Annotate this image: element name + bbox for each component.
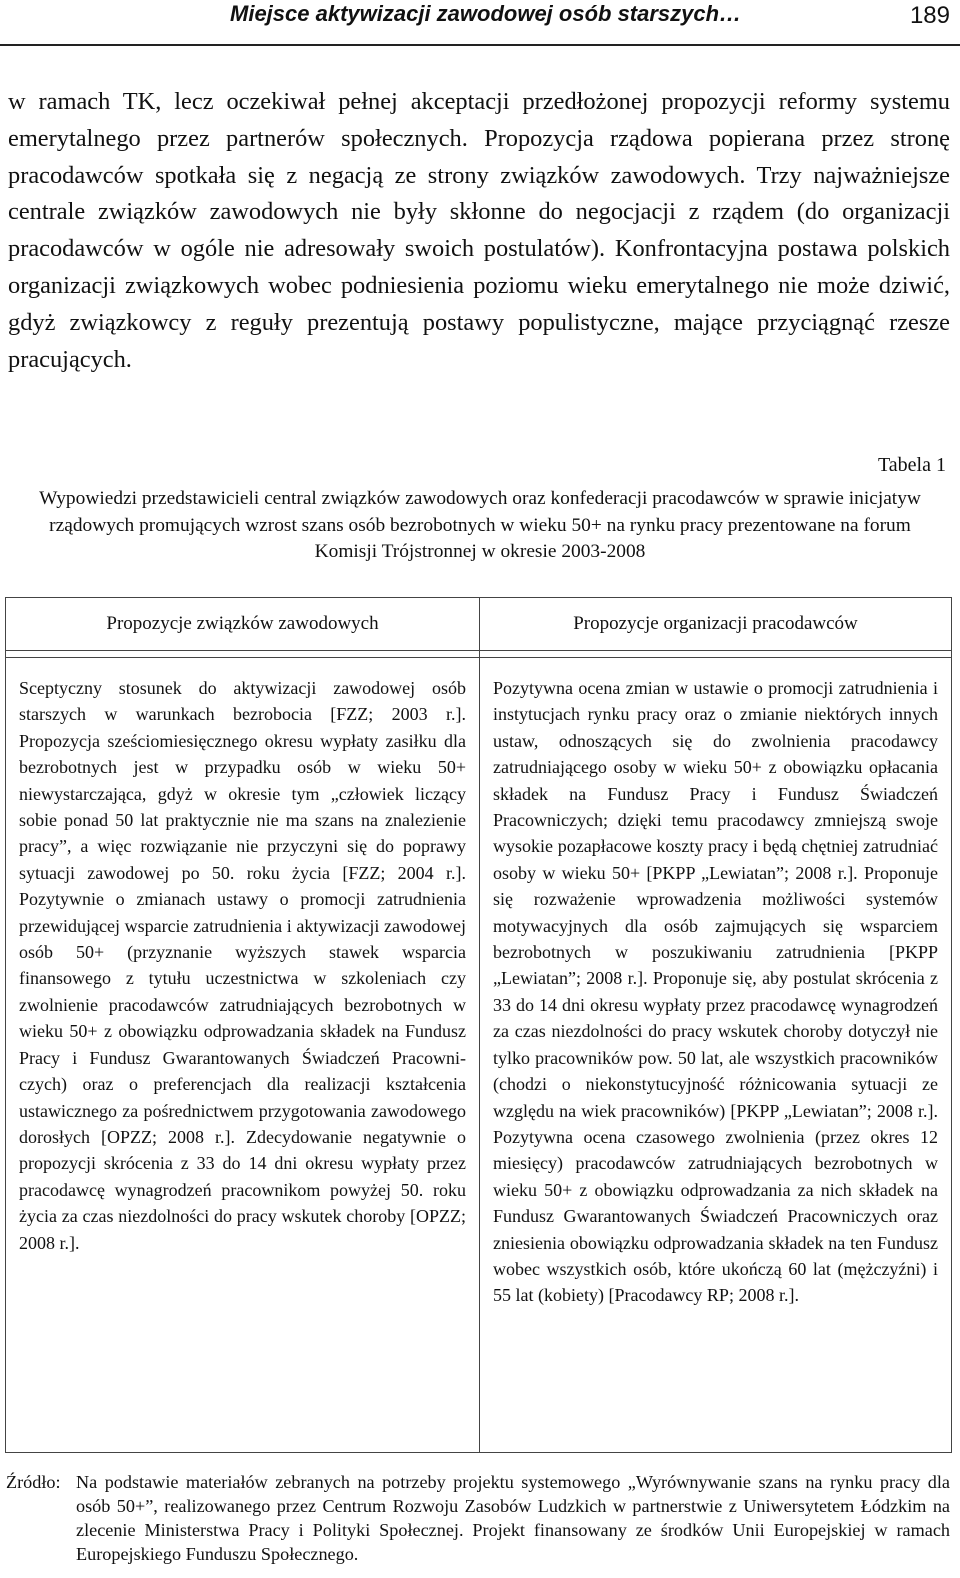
table-label: Tabela 1 (877, 454, 946, 476)
spacer-cell (6, 651, 480, 658)
table-spacer-row (6, 651, 952, 658)
header-trade-unions: Propozycje związków zawodowych (6, 598, 480, 651)
header-employers: Propozycje organizacji pracodawców (480, 598, 952, 651)
table-row (6, 658, 952, 1453)
running-title: Miejsce aktywizacji zawodowej osób starszych… (230, 1, 742, 26)
trade-unions-cell (6, 658, 480, 1453)
table-caption: Wypowiedzi przedstawicieli central związków zawodowych oraz konfederacji pracodawców w sprawie inicjatyw rządowych promujących wzrost szans osób bezrobotnych w wieku 50+ na rynku pracy prezentowane na forum Komisji Trójstronnej w okresie 2003-2008 (39, 488, 921, 563)
body-paragraph: w ramach TK, lecz oczekiwał pełnej akceptacji przedłożonej propozycji reformy systemu emerytalnego przez partnerów społecznych. Propozycja rządowa popierana przez stronę pracodawców spotkała się z negacją ze strony związków zawodowych. Trzy najważniejsze centrale związków zawodowych nie były skłonne do negocjacji z rządem (do organizacji pracodawców w ogóle nie adresowały swoich postulatów). Konfrontacyjna postawa polskich organizacji związkowych wobec podniesienia poziomu wieku emerytalnego nie może dziwić, gdyż związkowcy z reguły prezentują postawy populistyczne, mające przyciągnąć rzesze pracujących. (8, 88, 950, 373)
source-text: Na podstawie materiałów zebranych na potrzeby projektu systemowego „Wyrównywanie szans na rynku pracy dla osób 50+”, realizowanego przez Centrum Rozwoju Zasobów Ludzkich w partnerstwie z Uniwersytetem Łódzkim na zlecenie Ministerstwa Pracy i Polityki Społecznej. Projekt finansowany ze środków Unii Europejskiej w ramach Europejskiego Funduszu Społecznego. (76, 1472, 950, 1564)
page-number: 189 (909, 2, 950, 29)
trade-unions-text: Sceptyczny stosunek do aktywizacji zawodowej osób starszych w warunkach bezrobocia [FZZ; 2003 r.]. Propozycja sześciomiesięcznego okresu wypłaty zasiłku dla bezrobotnych jest w przypadku osób w wieku 50+ niewystarczająca, gdyż w okresie tym „człowiek liczący sobie ponad 50 lat praktycznie nie ma szans na znalezienie pracy”, a więc rozwiązanie nie przyczyni się do poprawy sytuacji zawodowej po 50. roku życia [FZZ; 2004 r.]. Pozytywnie o zmianach ustawy o promocji zatrudnienia przewidującej wsparcie zatrudnienia i aktywizacji zawodowej osób 50+ (przyznanie wyższych stawek wsparcia finansowego z tytułu uczestnictwa w szkoleniach czy zwolnienie pracodawców zatrudniających bezrobotnych w wieku 50+ z obowiązku odprowadzania składek na Fundusz Pracy i Fundusz Gwarantowanych Świadczeń Pracowniczych) oraz o preferencjach dla realizacji kształcenia ustawicznego za pośrednictwem przygotowania zawodowego dorosłych [OPZZ; 2008 r.]. Zdecydowanie negatywnie o propozycji skrócenia z 33 do 14 dni okresu wypłaty przez pracodawcę wynagrodzeń pracownikom powyżej 50. roku życia za czas niezdolności do pracy wskutek choroby [OPZZ; 2008 r.]. (19, 678, 466, 1253)
employers-cell (480, 658, 952, 1453)
page-header (0, 0, 960, 46)
table-header-row (6, 598, 952, 651)
source-label: Źródło: (6, 1472, 61, 1492)
spacer-cell (480, 651, 952, 658)
proposals-table (5, 597, 952, 1453)
employers-text: Pozytywna ocena zmian w ustawie o promocji zatrudnienia i instytucjach rynku pracy oraz o zmianie niektórych innych ustaw, odnoszących się do zwolnienia pracodawcy zatrudniającego osoby w wieku 50+ z obowiązku opłacania składek na Fundusz Pracy i Fundusz Świadczeń Pracowniczych; dzięki temu pracodawcy zmniejszą swoje wysokie pozapłacowe koszty pracy i będą chętniej zatrudniać osoby w wieku 50+ [PKPP „Lewiatan”; 2008 r.]. Proponuje się rozważenie wprowadzenia możliwości systemów motywacyjnych dla osób zajmujących się wsparciem bezrobotnych w poszukiwaniu zatrudnienia [PKPP „Lewiatan”; 2008 r.]. Proponuje się, aby postulat skrócenia z 33 do 14 dni okresu wypłaty przez pracodawcę wynagrodzeń za czas niezdolności do pracy wskutek choroby dotyczył nie tylko pracowników pow. 50 lat, ale wszystkich pracowników (chodzi o niekonstytucyjność różnicowania sytuacji ze względu na wiek pracowników) [PKPP „Lewiatan”; 2008 r.]. Pozytywna ocena czasowego zwolnienia (przez okres 12 miesięcy) pracodawców zatrudniających bezrobotnych w wieku 50+ z obowiązku odprowadzania za nich składek na Fundusz Gwarantowanych Świadczeń Pracowniczych oraz zniesienia obowiązku odprowadzania składek na ten Fundusz wobec wszystkich osób, które ukończą 60 lat (mężczyźni) i 55 lat (kobiety) [Pracodawcy RP; 2008 r.]. (493, 678, 938, 1306)
